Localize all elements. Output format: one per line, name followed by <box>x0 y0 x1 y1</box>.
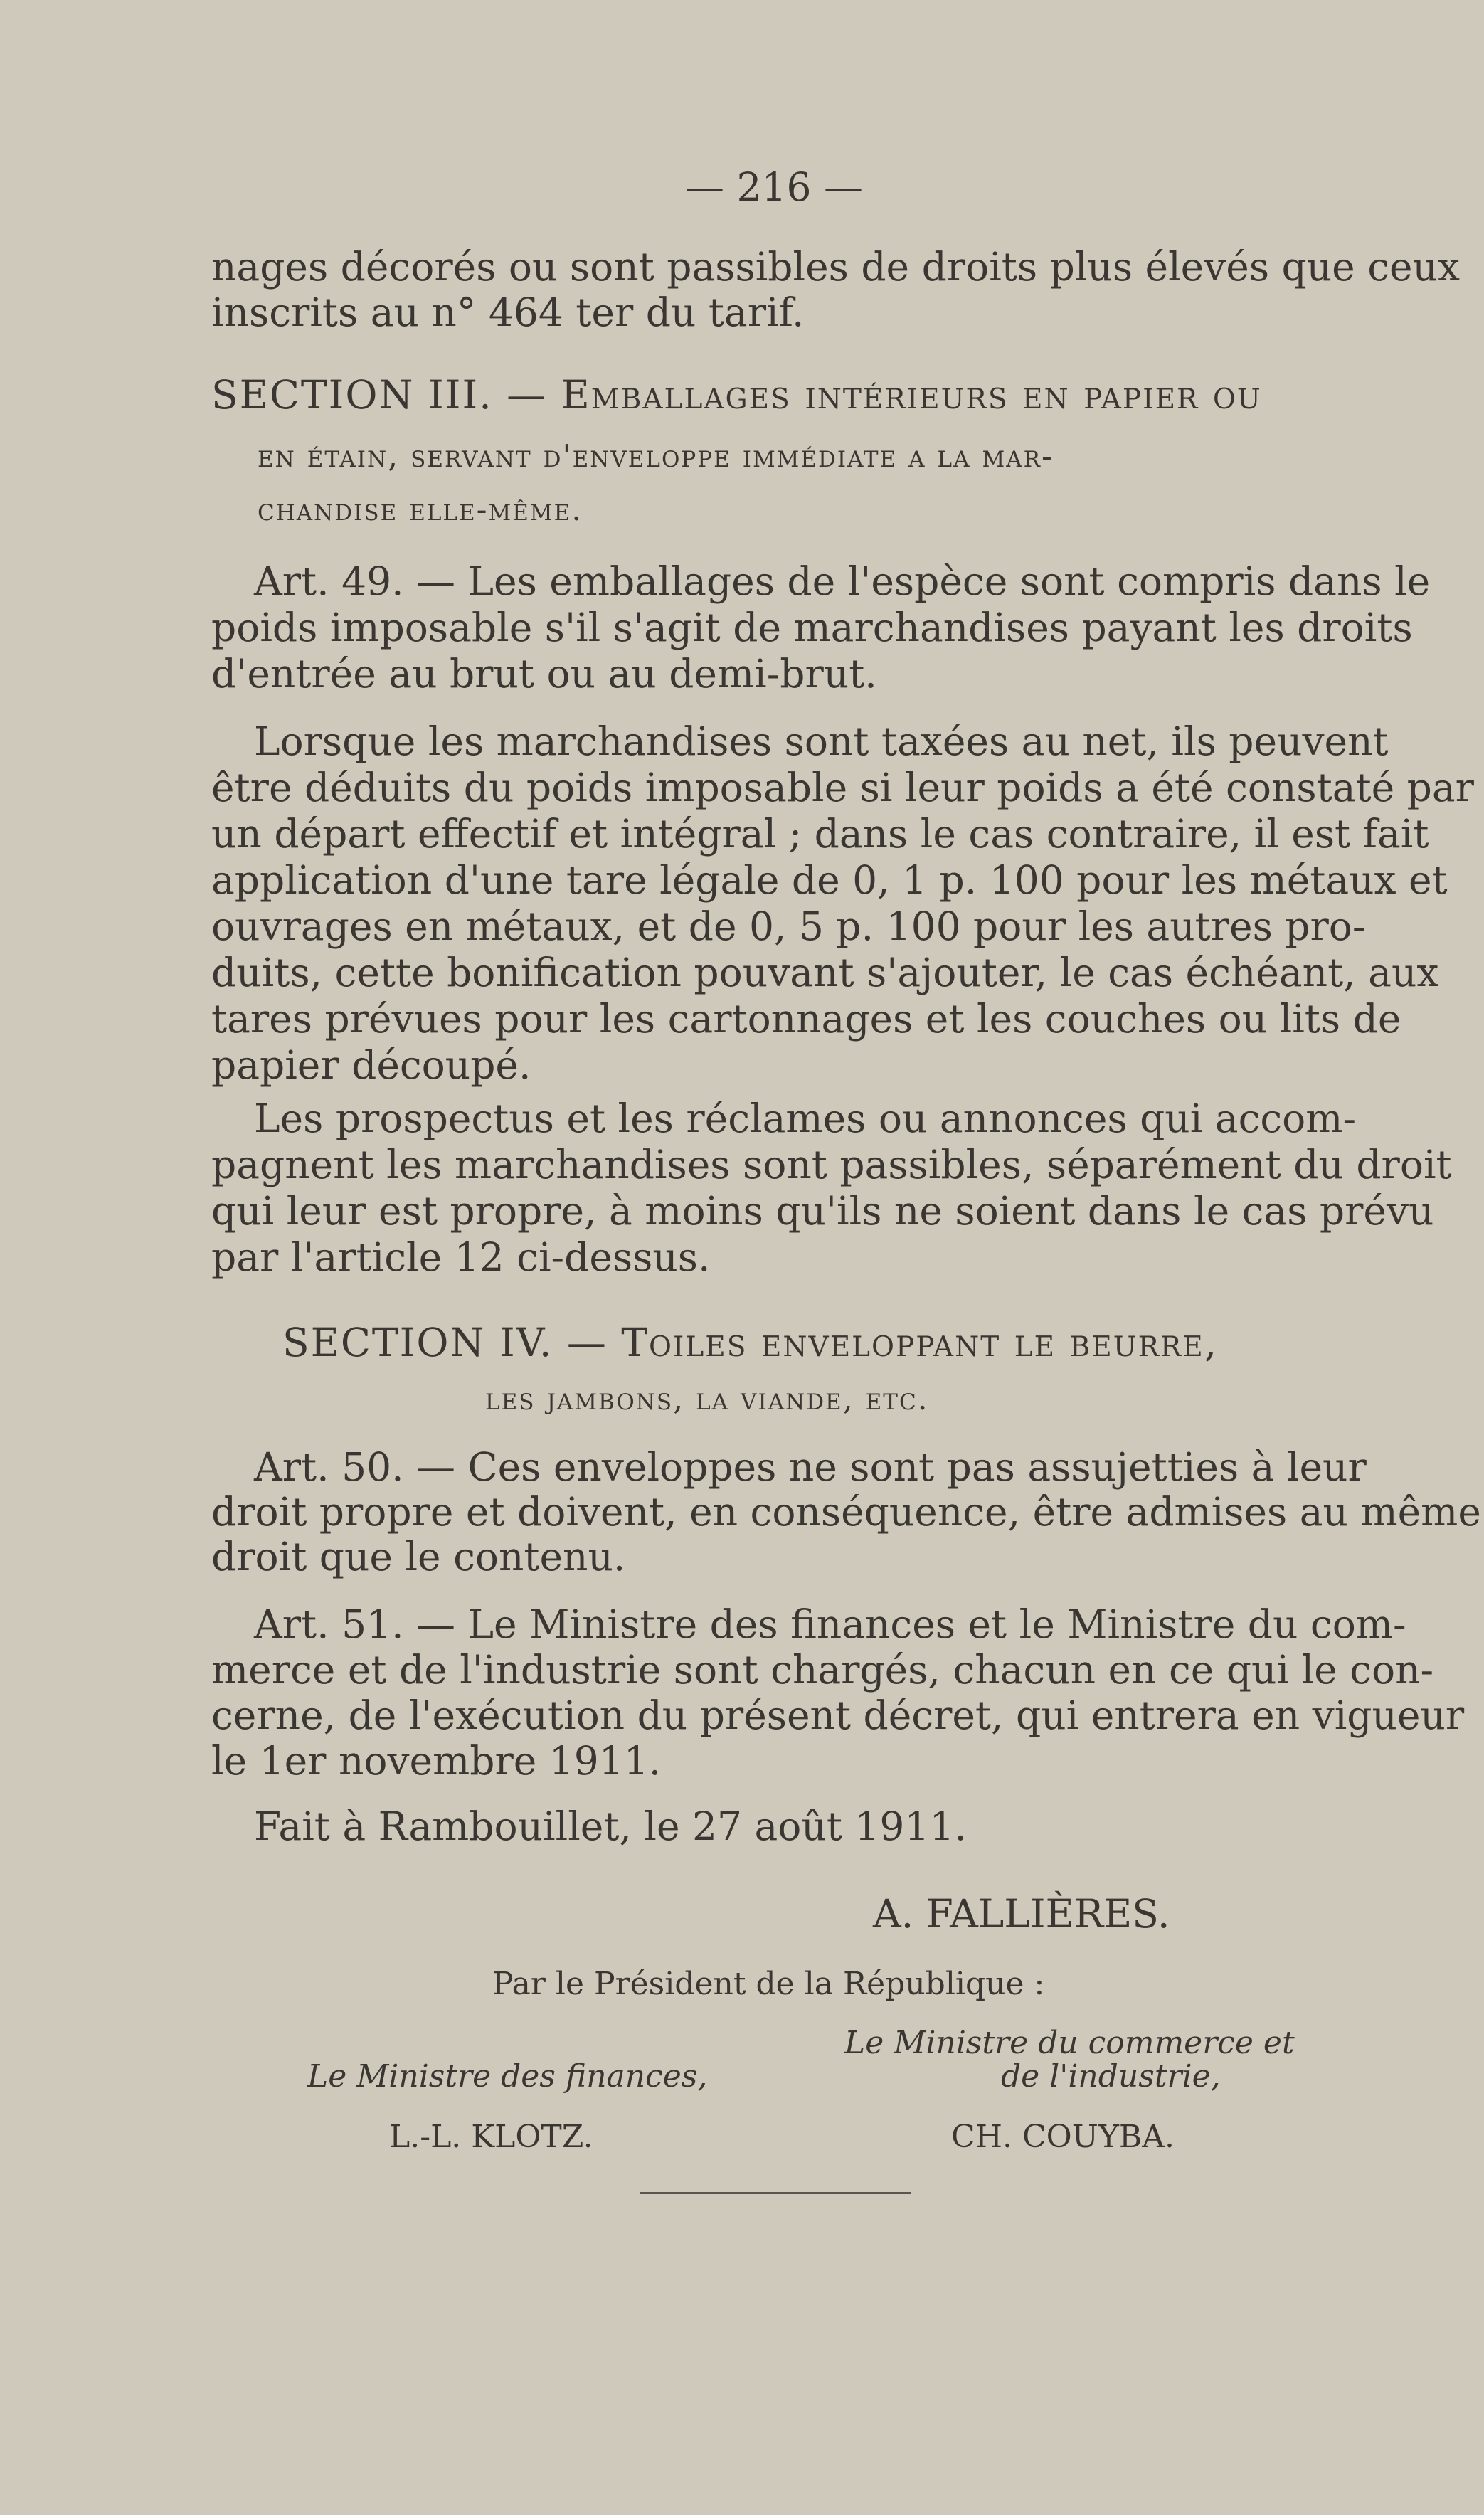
text-line: nages décorés ou sont passibles de droits plus élevés que ceux <box>211 244 1461 290</box>
article-line: Art. 50. — Ces enveloppes ne sont pas assujetties à leur <box>254 1444 1367 1490</box>
page-number: — 216 — <box>685 164 863 210</box>
minister-title: de l'industrie, <box>1001 2058 1221 2095</box>
section-heading: SECTION IV. — Toiles enveloppant le beurre, <box>282 1320 1219 1365</box>
text-line: Lorsque les marchandises sont taxées au net, ils peuvent <box>254 719 1389 764</box>
closing-rule <box>640 2192 911 2194</box>
text-line: poids imposable s'il s'agit de marchandises payant les droits <box>211 605 1413 650</box>
text-line: le 1er novembre 1911. <box>211 1738 662 1784</box>
section-heading: SECTION III. — Emballages intérieurs en papier ou <box>211 372 1262 418</box>
text-line: ouvrages en métaux, et de 0, 5 p. 100 pour les autres pro- <box>211 904 1366 949</box>
signature-president: A. FALLIÈRES. <box>873 1891 1170 1937</box>
minister-title: Le Ministre du commerce et <box>844 2025 1295 2061</box>
text-line: un départ effectif et intégral ; dans le cas contraire, il est fait <box>211 811 1429 857</box>
text-line: d'entrée au brut ou au demi-brut. <box>211 651 877 697</box>
text-line: droit que le contenu. <box>211 1534 626 1579</box>
text-line: cerne, de l'exécution du présent décret, qui entrera en vigueur <box>211 1693 1465 1738</box>
text-line: tares prévues pour les cartonnages et les couches ou lits de <box>211 996 1401 1042</box>
article-line: Art. 51. — Le Ministre des finances et le Ministre du com- <box>254 1601 1406 1647</box>
section-heading: chandise elle-même. <box>258 492 583 528</box>
text-line: par l'article 12 ci-dessus. <box>211 1234 711 1280</box>
countersign-intro: Par le Président de la République : <box>492 1966 1045 2002</box>
text-line: Les prospectus et les réclames ou annonces qui accom- <box>254 1096 1357 1141</box>
text-line: papier découpé. <box>211 1042 531 1088</box>
text-line: droit propre et doivent, en conséquence, être admises au même <box>211 1489 1481 1535</box>
text-line: duits, cette bonification pouvant s'ajouter, le cas échéant, aux <box>211 950 1439 995</box>
text-line: application d'une tare légale de 0, 1 p. 100 pour les métaux et <box>211 857 1448 903</box>
signature-minister: CH. COUYBA. <box>951 2119 1175 2155</box>
text-line: qui leur est propre, à moins qu'ils ne soient dans le cas prévu <box>211 1188 1434 1234</box>
text-line: inscrits au n° 464 ter du tarif. <box>211 290 805 335</box>
article-line: Art. 49. — Les emballages de l'espèce sont compris dans le <box>254 558 1431 604</box>
section-heading: les jambons, la viande, etc. <box>485 1381 929 1417</box>
text-line: merce et de l'industrie sont chargés, chacun en ce qui le con- <box>211 1647 1434 1693</box>
place-date: Fait à Rambouillet, le 27 août 1911. <box>254 1804 967 1849</box>
text-line: pagnent les marchandises sont passibles, séparément du droit <box>211 1142 1452 1187</box>
text-line: être déduits du poids imposable si leur poids a été constaté par <box>211 765 1474 810</box>
signature-minister: L.-L. KLOTZ. <box>389 2119 593 2155</box>
minister-title: Le Ministre des finances, <box>307 2058 708 2095</box>
section-heading: en étain, servant d'enveloppe immédiate a la mar- <box>258 438 1054 475</box>
